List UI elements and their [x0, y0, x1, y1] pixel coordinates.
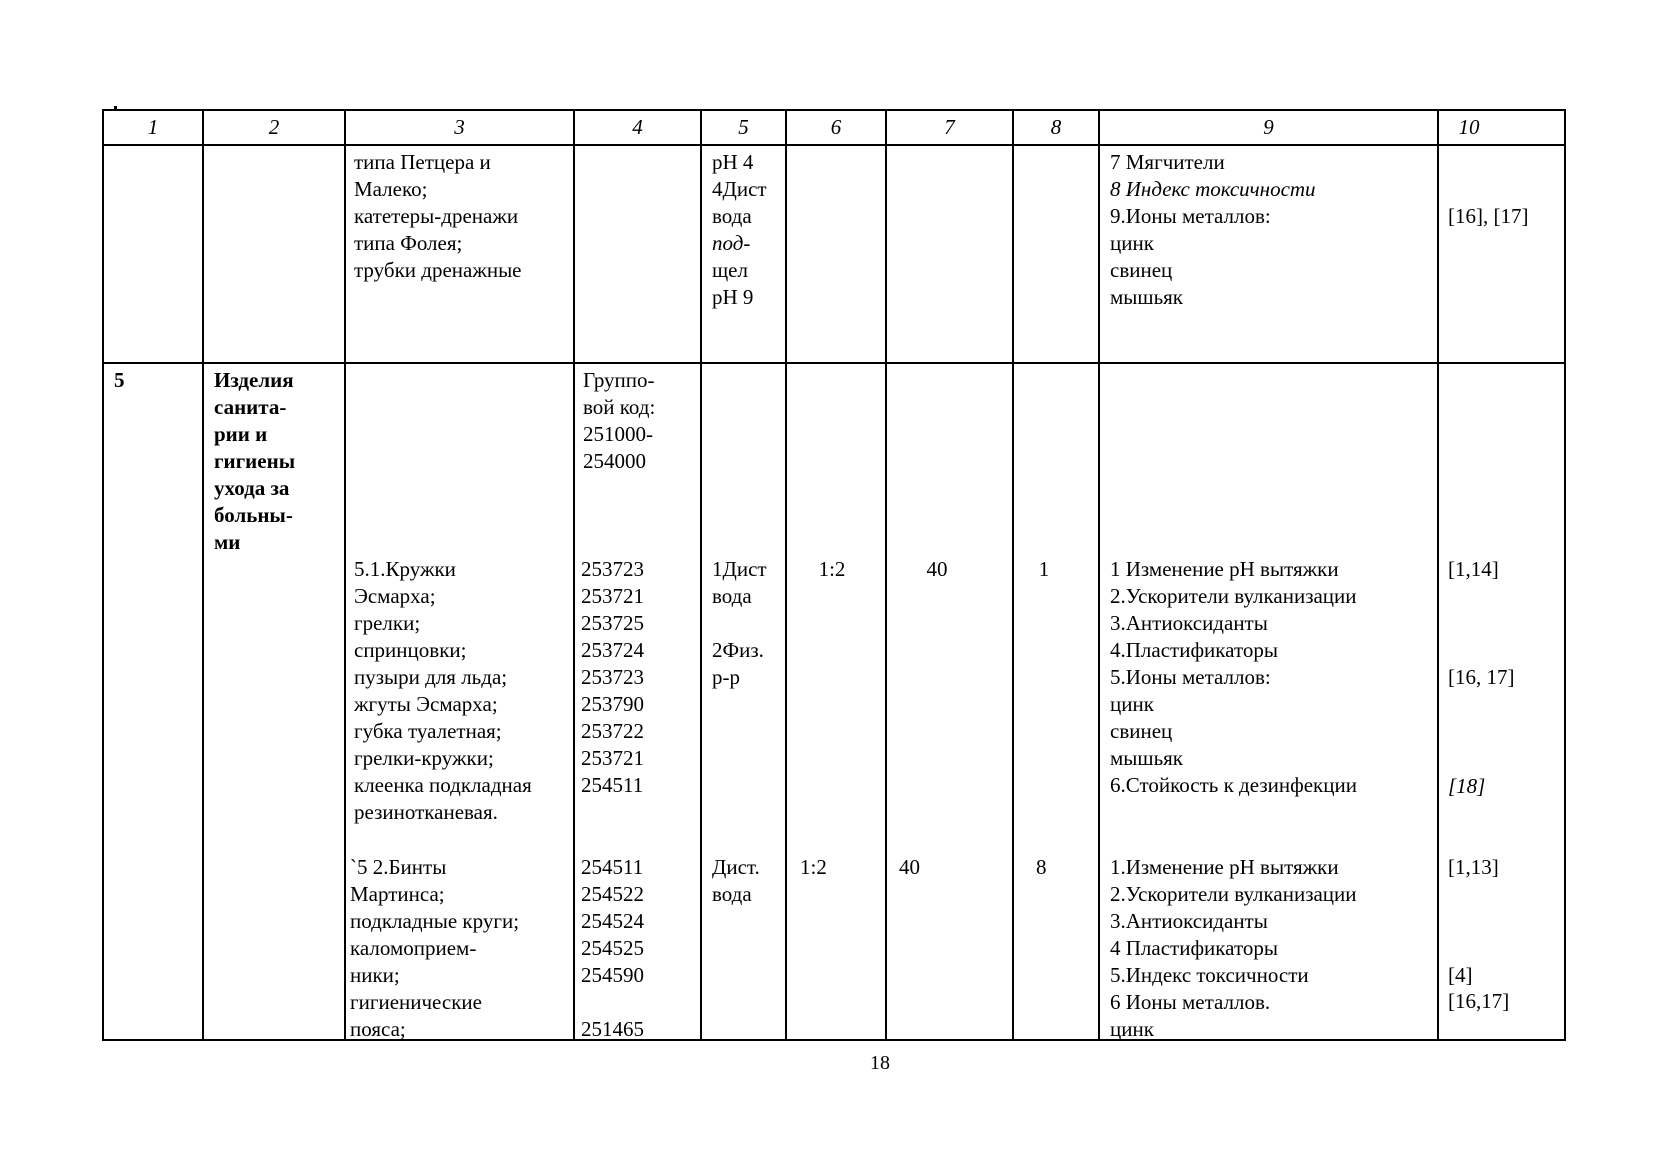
- cell-line: 253722: [581, 719, 644, 743]
- cell-line: 4.Пластификаторы: [1110, 638, 1278, 662]
- cell-line: губка туалетная;: [354, 719, 502, 743]
- header-col-5: 5: [738, 115, 749, 139]
- col-border: [573, 109, 575, 1041]
- cell-line: грелки;: [354, 611, 421, 635]
- sub2-col4-codes: [581, 854, 644, 1043]
- cell-line: катетеры-дренажи: [354, 204, 519, 228]
- sub2-col5-extract: [712, 854, 760, 908]
- sub2-col8-time: 8: [1036, 855, 1047, 879]
- cell-line: резинотканевая.: [354, 800, 498, 824]
- cell-line: ухода за: [214, 476, 290, 500]
- cell-line: 8 Индекс токсичности: [1110, 177, 1316, 201]
- cell-line: спринцовки;: [354, 638, 467, 662]
- cell-line: трубки дренажные: [354, 258, 522, 282]
- col-border: [1437, 109, 1439, 1041]
- sub1-col10-ref-c: [18]: [1448, 774, 1486, 798]
- cont-col10-refs: [16], [17]: [1448, 204, 1529, 228]
- row5-number: 5: [114, 368, 125, 392]
- sub1-col5-extract-b: [712, 637, 764, 691]
- header-col-3: 3: [454, 115, 465, 139]
- cell-line: 4 Пластификаторы: [1110, 936, 1278, 960]
- sub1-col7-temp: 40: [926, 557, 948, 581]
- col-border: [344, 109, 346, 1041]
- cell-line: 254522: [581, 882, 644, 906]
- cont-col9-indicators: [1110, 149, 1316, 311]
- cell-line: Изделия: [214, 368, 294, 392]
- cell-line: цинк: [1110, 1017, 1154, 1041]
- cell-line: гигиенические: [350, 990, 482, 1014]
- cell-line: 254590: [581, 963, 644, 987]
- cell-line: 2.Ускорители вулканизации: [1110, 584, 1357, 608]
- cell-line: 2.Ускорители вулканизации: [1110, 882, 1357, 906]
- cell-line: 5.Ионы металлов:: [1110, 665, 1271, 689]
- cell-line: 6.Стойкость к дезинфекции: [1110, 773, 1357, 797]
- cell-line: вода: [712, 204, 752, 228]
- cell-line: 4Дист: [712, 177, 767, 201]
- cell-line: цинк: [1110, 231, 1154, 255]
- header-col-2: 2: [268, 115, 280, 139]
- cell-line: 254511: [581, 773, 644, 797]
- cell-line: вой код:: [583, 395, 656, 419]
- sub2-col6-ratio: 1:2: [800, 855, 827, 879]
- cell-line: 251465: [581, 1017, 644, 1041]
- cell-line: 5.Индекс токсичности: [1110, 963, 1309, 987]
- cell-line: 3.Антиоксиданты: [1110, 611, 1268, 635]
- cell-line: р-р: [712, 665, 740, 689]
- page-number: 18: [870, 1052, 890, 1074]
- cell-line: Дист.: [712, 855, 760, 879]
- cell-line: pH 9: [712, 285, 754, 309]
- cell-line: 1 Изменение pH вытяжки: [1110, 557, 1339, 581]
- cell-line: жгуты Эсмарха;: [354, 692, 498, 716]
- col-border: [700, 109, 702, 1041]
- cell-line: `5 2.Бинты: [350, 855, 447, 879]
- cell-line: ники;: [350, 963, 400, 987]
- cell-line: 253790: [581, 692, 644, 716]
- row5-product-group: [214, 367, 295, 556]
- col-border: [202, 109, 204, 1041]
- cell-line: свинец: [1110, 719, 1173, 743]
- sub1-col6-ratio: 1:2: [818, 557, 846, 581]
- col-border: [102, 109, 104, 1041]
- cell-line: подкладные круги;: [350, 909, 520, 933]
- header-col-7: 7: [944, 115, 955, 139]
- cell-line: под-: [712, 231, 751, 255]
- row5-group-code: [583, 367, 655, 475]
- sub2-col3-items: [350, 854, 519, 1043]
- sub1-col9-indicators: [1110, 556, 1357, 799]
- header-col-9: 9: [1263, 115, 1274, 139]
- cont-col3-items: [354, 149, 522, 284]
- sub1-col5-extract-a: [712, 556, 767, 610]
- cell-line: вода: [712, 882, 752, 906]
- cell-line: 2Физ.: [712, 638, 764, 662]
- cell-line: 1Дист: [712, 557, 767, 581]
- cell-line: грелки-кружки;: [354, 746, 494, 770]
- cell-line: 253721: [581, 584, 644, 608]
- cell-line: [581, 989, 644, 1016]
- cell-line: мышьяк: [1110, 285, 1184, 309]
- sub2-col7-temp: 40: [899, 855, 920, 879]
- cell-line: 6 Ионы металлов.: [1110, 990, 1271, 1014]
- cell-line: 5.1.Кружки: [354, 557, 456, 581]
- cell-line: 253723: [581, 557, 644, 581]
- header-col-6: 6: [830, 115, 842, 139]
- header-col-8: 8: [1050, 115, 1062, 139]
- cell-line: pH 4: [712, 150, 754, 174]
- cell-line: щел: [712, 258, 748, 282]
- cell-line: 253721: [581, 746, 644, 770]
- cell-line: свинец: [1110, 258, 1173, 282]
- cell-line: вода: [712, 584, 752, 608]
- cell-line: Мартинса;: [350, 882, 445, 906]
- cell-line: Группо-: [583, 368, 655, 392]
- cell-line: пояса;: [350, 1017, 406, 1041]
- sub2-col10-ref-c: [16,17]: [1448, 989, 1510, 1013]
- sub1-col3-items: [354, 556, 532, 826]
- cell-line: 253725: [581, 611, 644, 635]
- cell-line: типа Петцера и: [354, 150, 491, 174]
- sub2-col10-ref-a: [1,13]: [1448, 855, 1499, 879]
- cell-line: клеенка подкладная: [354, 773, 532, 797]
- sub2-col9-indicators: [1110, 854, 1357, 1043]
- cell-line: рии и: [214, 422, 268, 446]
- cell-line: 1.Изменение pH вытяжки: [1110, 855, 1339, 879]
- row-separator: [102, 362, 1564, 364]
- sub1-col10-ref-b: [16, 17]: [1448, 665, 1515, 689]
- col-border: [1098, 109, 1100, 1041]
- cell-line: типа Фолея;: [354, 231, 463, 255]
- cell-line: Малеко;: [354, 177, 428, 201]
- header-col-4: 4: [632, 115, 643, 139]
- cell-line: 7 Мягчители: [1110, 150, 1225, 174]
- cell-line: санита-: [214, 395, 287, 419]
- cell-line: 9.Ионы металлов:: [1110, 204, 1271, 228]
- cell-line: 253724: [581, 638, 644, 662]
- cont-col5-extract: [712, 149, 767, 311]
- sub1-col8-time: 1: [1038, 557, 1050, 581]
- cell-line: 251000-: [583, 422, 653, 446]
- header-col-1: 1: [147, 115, 159, 139]
- cell-line: больны-: [214, 503, 293, 527]
- cell-line: 254525: [581, 936, 644, 960]
- cell-line: каломоприем-: [350, 936, 477, 960]
- cell-line: цинк: [1110, 692, 1154, 716]
- cell-line: 254000: [583, 449, 646, 473]
- header-col-10: 10: [1458, 115, 1480, 139]
- cell-line: гигиены: [214, 449, 296, 473]
- sub2-col10-ref-b: [4]: [1448, 963, 1473, 987]
- cell-line: ми: [214, 530, 241, 554]
- sub1-col4-codes: [581, 556, 644, 799]
- col-border: [1564, 109, 1566, 1041]
- cell-line: пузыри для льда;: [354, 665, 508, 689]
- cell-line: Эсмарха;: [354, 584, 436, 608]
- cell-line: 3.Антиоксиданты: [1110, 909, 1268, 933]
- cell-line: мышьяк: [1110, 746, 1184, 770]
- cell-line: 253723: [581, 665, 644, 689]
- header-bottom-border: [102, 144, 1564, 146]
- sub1-col10-ref-a: [1,14]: [1448, 557, 1499, 581]
- cell-line: 254524: [581, 909, 644, 933]
- cell-line: 254511: [581, 855, 644, 879]
